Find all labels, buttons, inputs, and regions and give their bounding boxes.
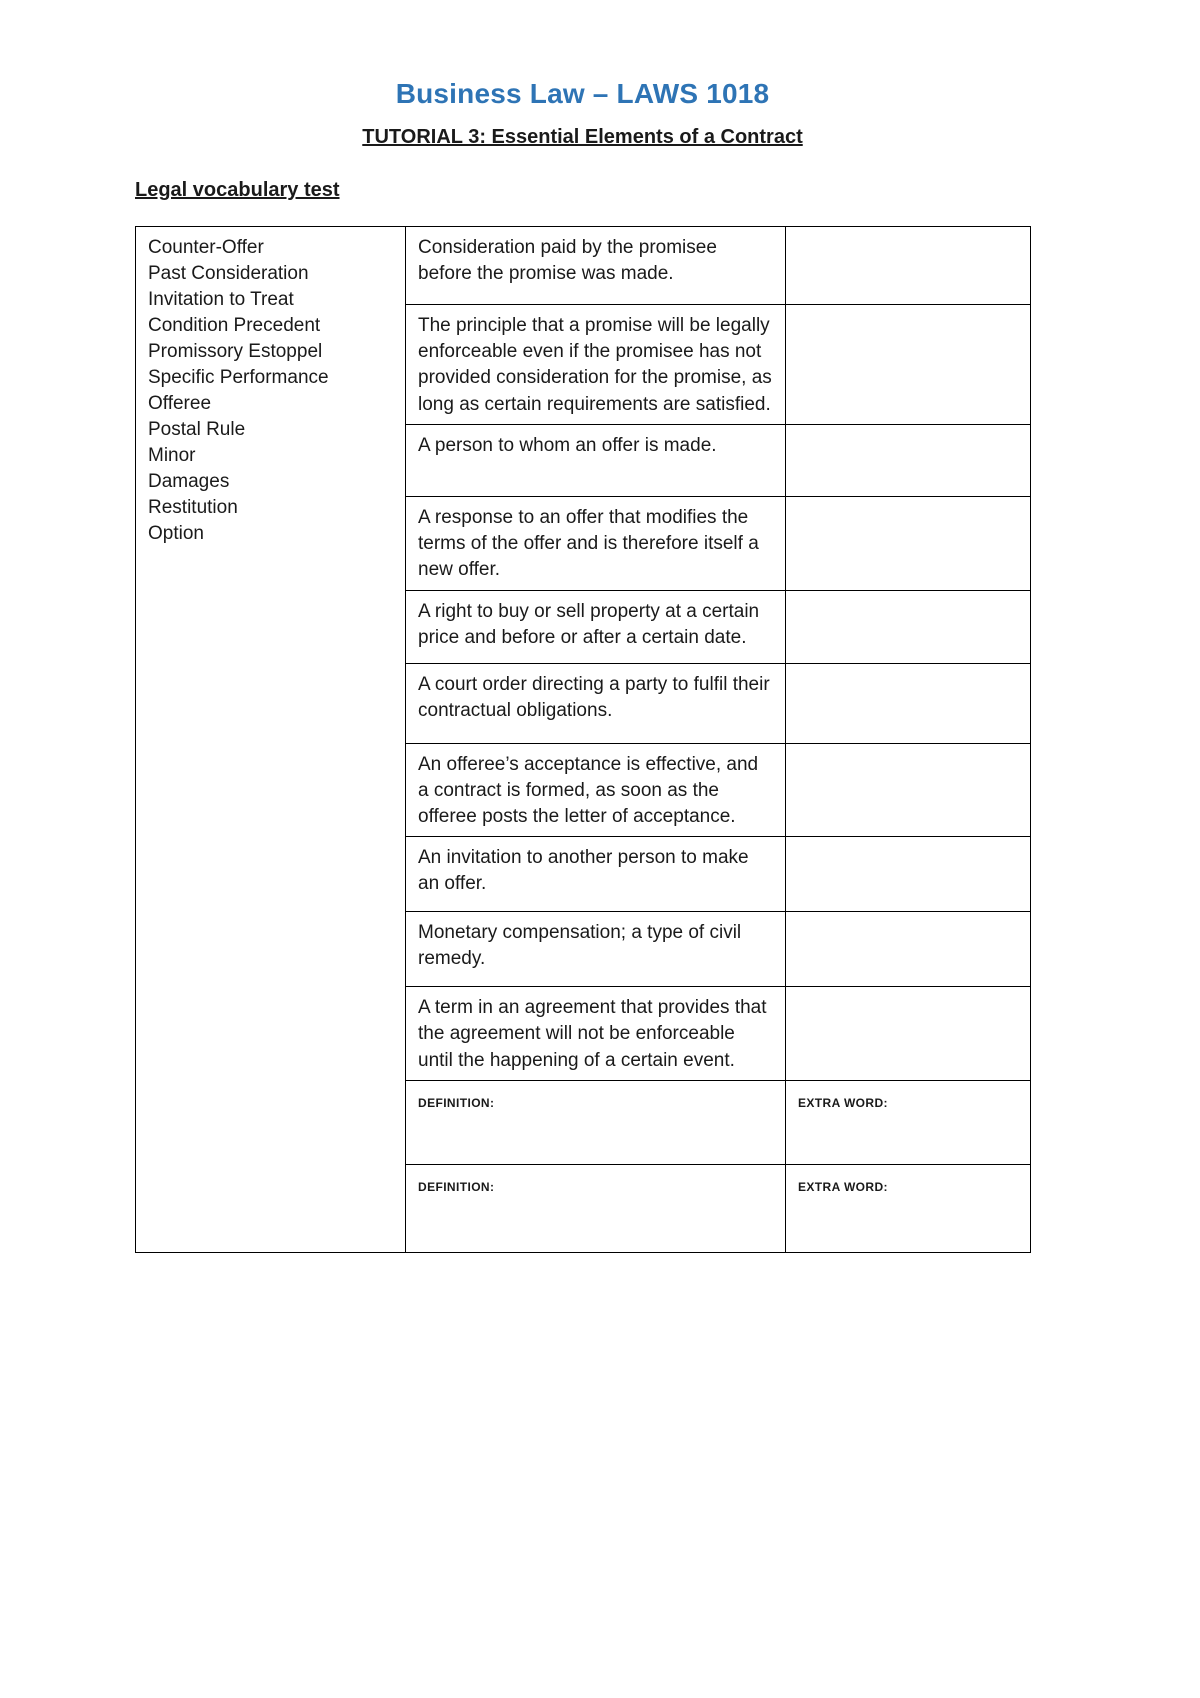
extra-word-label: EXTRA WORD: [798, 1179, 888, 1194]
answer-cell [786, 987, 1031, 1081]
word-item: Counter-Offer [148, 237, 264, 258]
answer-cell [786, 227, 1031, 305]
page-subtitle: TUTORIAL 3: Essential Elements of a Contract [362, 126, 803, 148]
answer-cell [786, 496, 1031, 590]
word-item: Restitution [148, 497, 238, 518]
answer-cell [786, 305, 1031, 425]
word-item: Promissory Estoppel [148, 341, 323, 362]
word-item: Minor [148, 445, 196, 466]
answer-cell [786, 837, 1031, 912]
definition-cell: A response to an offer that modifies the terms of the offer and is therefore itself a new offer. [406, 496, 786, 590]
definition-label: DEFINITION: [418, 1179, 495, 1194]
word-item: Specific Performance [148, 367, 329, 388]
answer-cell [786, 424, 1031, 496]
word-item: Offeree [148, 393, 212, 414]
word-item: Damages [148, 471, 230, 492]
section-heading: Legal vocabulary test [135, 179, 340, 201]
table-row [136, 227, 1031, 305]
word-item: Past Consideration [148, 263, 309, 284]
definition-cell: The principle that a promise will be legally enforceable even if the promisee has not provided consideration for the promise, as long as certain requirements are satisfied. [406, 305, 786, 425]
definition-label: DEFINITION: [418, 1095, 495, 1110]
word-item: Postal Rule [148, 419, 246, 440]
word-item: Invitation to Treat [148, 289, 294, 310]
definition-cell: A person to whom an offer is made. [406, 424, 786, 496]
definition-cell: A term in an agreement that provides that the agreement will not be enforceable until the happening of a certain event. [406, 987, 786, 1081]
definition-cell: An invitation to another person to make an offer. [406, 837, 786, 912]
extra-word-label: EXTRA WORD: [798, 1095, 888, 1110]
page-title: Business Law – LAWS 1018 [395, 78, 770, 109]
answer-cell [786, 590, 1031, 663]
word-list-cell [136, 227, 406, 1253]
vocab-table [135, 226, 1031, 1253]
definition-cell: Monetary compensation; a type of civil remedy. [406, 912, 786, 987]
extra-word-label-cell [786, 1164, 1031, 1252]
definition-label-cell [406, 1080, 786, 1164]
answer-cell [786, 743, 1031, 837]
answer-cell [786, 912, 1031, 987]
definition-cell: Consideration paid by the promisee before the promise was made. [406, 227, 786, 305]
definition-cell: A court order directing a party to fulfil their contractual obligations. [406, 663, 786, 743]
word-item: Option [148, 523, 204, 544]
definition-cell: A right to buy or sell property at a certain price and before or after a certain date. [406, 590, 786, 663]
word-item: Condition Precedent [148, 315, 321, 336]
definition-cell: An offeree’s acceptance is effective, and a contract is formed, as soon as the offeree posts the letter of acceptance. [406, 743, 786, 837]
answer-cell [786, 663, 1031, 743]
definition-label-cell [406, 1164, 786, 1252]
extra-word-label-cell [786, 1080, 1031, 1164]
